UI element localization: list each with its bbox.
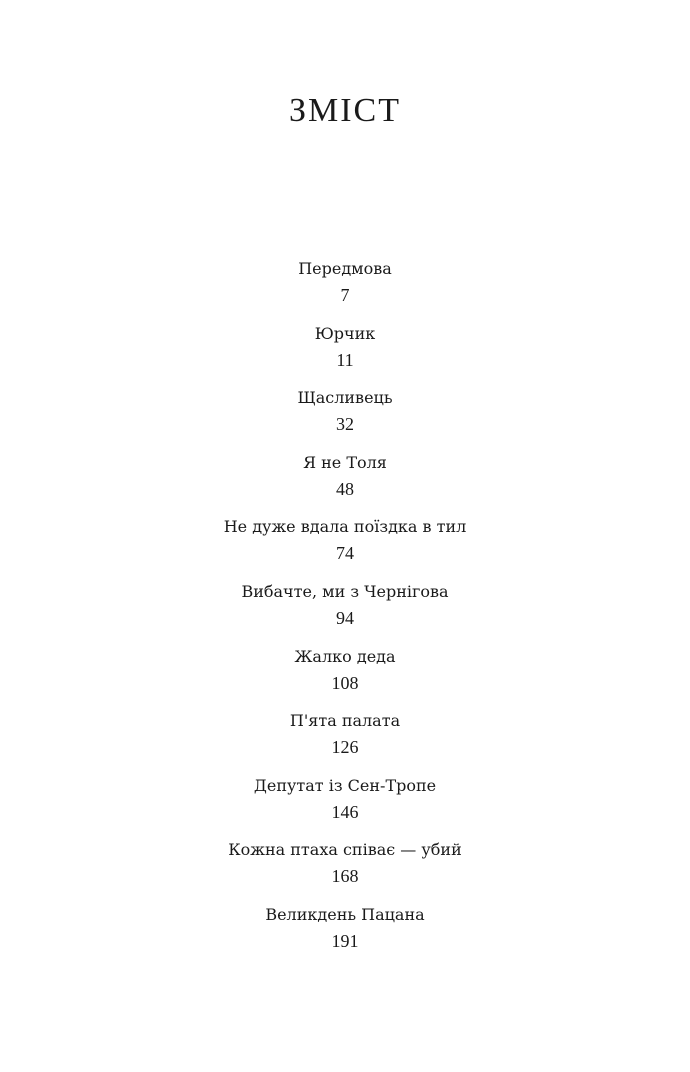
toc-list (0, 256, 690, 967)
toc-entry (0, 256, 690, 321)
toc-entry-title: Вибачте, ми з Чернігова (241, 581, 449, 601)
toc-entry-page: 11 (336, 349, 354, 370)
toc-entry-page: 74 (336, 543, 354, 564)
toc-entry-title: Великдень Пацана (265, 904, 425, 924)
toc-entry (0, 644, 690, 709)
toc-entry-page: 191 (331, 930, 359, 951)
toc-entry (0, 514, 690, 579)
toc-entry-page: 146 (331, 801, 359, 822)
toc-entry-title: Я не Толя (303, 452, 387, 472)
toc-entry (0, 579, 690, 644)
toc-entry-page: 94 (336, 607, 354, 628)
toc-entry (0, 773, 690, 838)
toc-entry-title: Жалко деда (294, 646, 396, 666)
toc-entry-title: П'ята палата (289, 711, 401, 731)
toc-entry-page: 168 (331, 866, 359, 887)
toc-heading: ЗМІСТ (288, 92, 402, 129)
toc-entry (0, 450, 690, 515)
toc-entry-title: Депутат із Сен-Тропе (253, 775, 437, 795)
toc-entry-title: Юрчик (314, 323, 376, 343)
toc-entry (0, 837, 690, 902)
toc-entry-title: Кожна птаха співає — убий (228, 840, 462, 860)
toc-entry-page: 108 (331, 672, 359, 693)
toc-entry-page: 7 (340, 285, 350, 305)
toc-entry-page: 32 (336, 414, 354, 435)
toc-entry (0, 385, 690, 450)
toc-entry-title: Щасливець (297, 388, 393, 408)
toc-entry-title: Передмова (298, 259, 392, 278)
toc-entry (0, 321, 690, 386)
toc-entry-title: Не дуже вдала поїздка в тил (223, 517, 467, 537)
toc-entry (0, 708, 690, 773)
toc-entry-page: 126 (331, 737, 359, 758)
toc-entry-page: 48 (336, 478, 354, 499)
toc-entry (0, 902, 690, 967)
